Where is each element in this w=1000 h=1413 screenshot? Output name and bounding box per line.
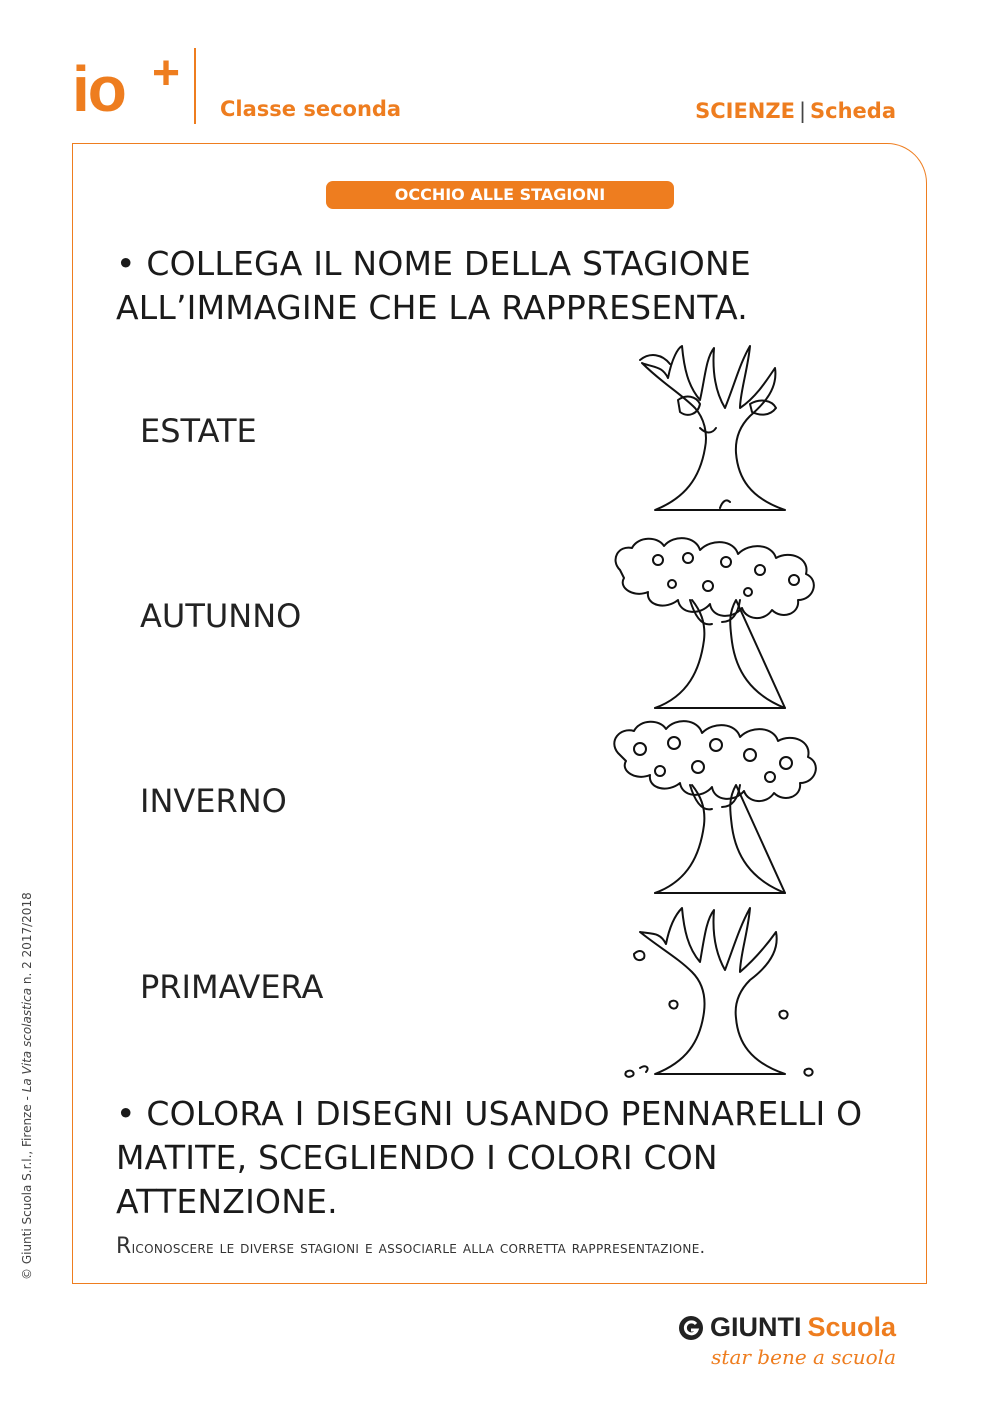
season-label-winter[interactable]: INVERNO: [140, 782, 287, 820]
subject-name: SCIENZE: [695, 99, 795, 123]
season-label-summer[interactable]: ESTATE: [140, 412, 257, 450]
brand-name-main: GIUNTI: [709, 1312, 802, 1342]
subject-heading: [695, 99, 896, 123]
sheet-label: Scheda: [810, 99, 896, 123]
subject-separator: |: [798, 99, 807, 123]
credit-after: n. 2 2017/2018: [20, 892, 34, 988]
season-label-spring[interactable]: PRIMAVERA: [140, 968, 324, 1006]
worksheet-frame-top: [72, 143, 887, 144]
logo-plus: +: [152, 47, 181, 100]
io-plus-logo: [72, 48, 182, 128]
giunti-g-icon: [678, 1315, 704, 1341]
season-label-autumn[interactable]: AUTUNNO: [140, 597, 302, 635]
instruction-color: • COLORA I DISEGNI USANDO PENNARELLI O MATITE, SCEGLIENDO I COLORI CON ATTENZIONE.: [116, 1094, 863, 1221]
winter-tree-icon[interactable]: [600, 338, 850, 518]
publisher-brand: [678, 1312, 896, 1369]
brand-tagline: star bene a scuola: [711, 1345, 896, 1369]
logo-text: io: [72, 53, 125, 125]
falling-leaves-tree-icon[interactable]: [600, 902, 850, 1082]
flowering-tree-icon[interactable]: [600, 530, 850, 715]
learning-objective: Riconoscere le diverse stagioni e associarle alla corretta rappresentazione.: [116, 1234, 706, 1259]
brand-name: [678, 1312, 896, 1343]
title-banner: OCCHIO ALLE STAGIONI: [326, 181, 674, 209]
credit-before: © Giunti Scuola S.r.l., Firenze -: [20, 1092, 34, 1280]
credit-magazine: La Vita scolastica: [20, 987, 34, 1093]
brand-name-accent: Scuola: [807, 1312, 896, 1342]
class-label: Classe seconda: [220, 97, 402, 121]
instruction-match: • COLLEGA IL NOME DELLA STAGIONE ALL’IMMAGINE CHE LA RAPPRESENTA.: [116, 244, 751, 327]
header-divider: [194, 48, 196, 124]
copyright-credit: [20, 892, 34, 1280]
fruit-tree-icon[interactable]: [600, 715, 850, 900]
